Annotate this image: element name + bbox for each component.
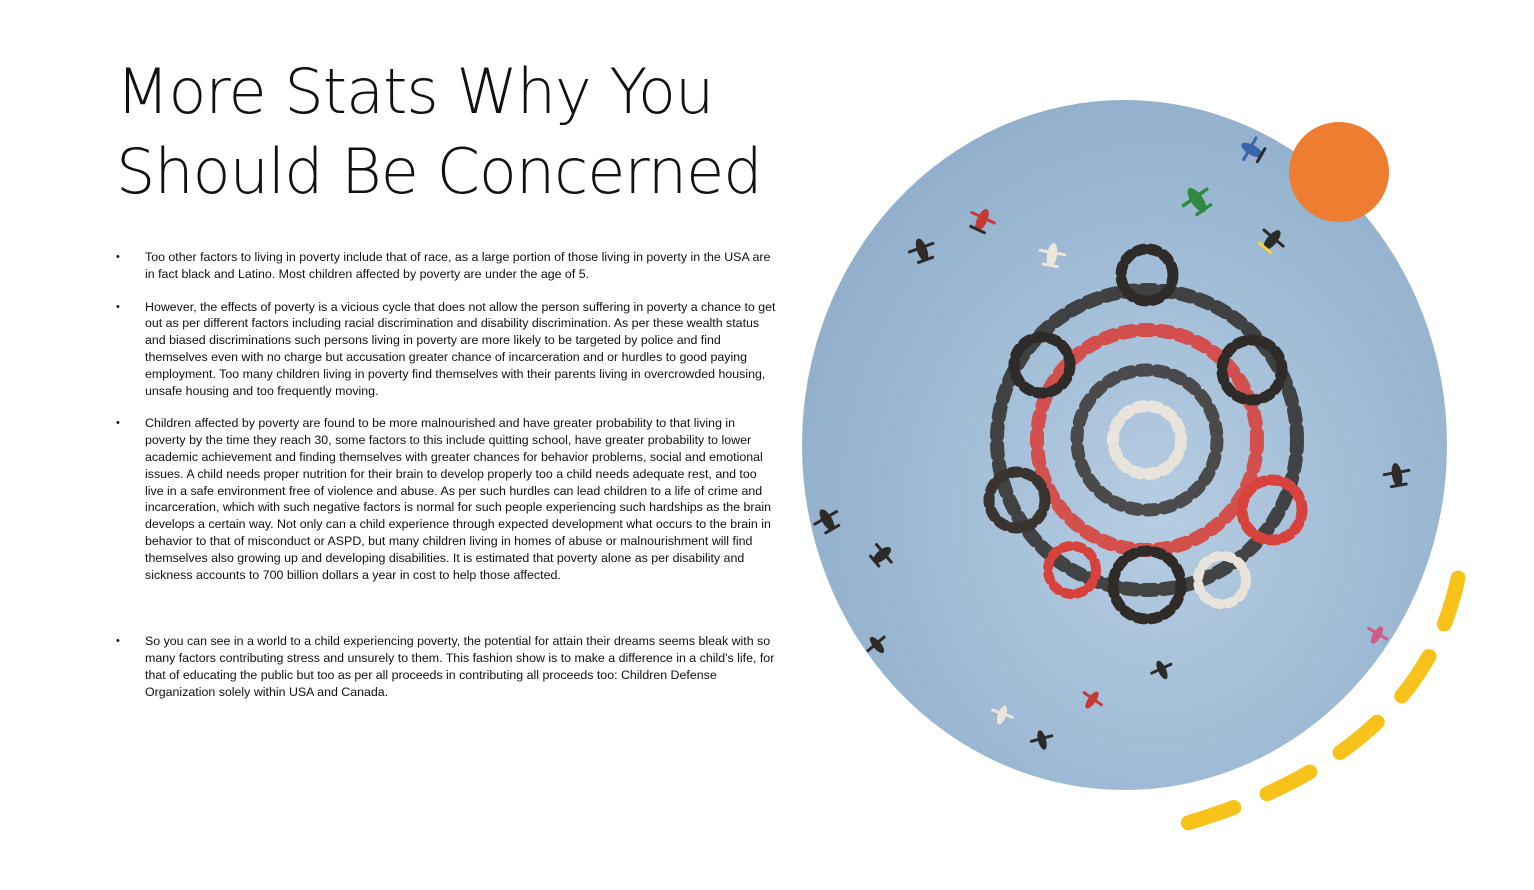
bullet-text: Too other factors to living in poverty include that of race, as a large portion of those living in poverty in the USA are in fact black and Latino. Most children affected by poverty are under the age of 5. <box>145 250 771 281</box>
bullet-item <box>116 415 776 583</box>
bullet-dot-icon: • <box>116 251 120 263</box>
bullet-list <box>116 249 776 701</box>
slide-title-line-2: Should Be Concerned <box>116 135 762 208</box>
slide-title <box>116 52 816 212</box>
bullet-dot-icon: • <box>116 635 120 648</box>
bullet-text: Children affected by poverty are found to be more malnourished and have greater probability to that living in poverty by the time they reach 30, some factors to this include quitting school, have greater probability to lower academic achievement and finding themselves with greater chances for behavior problems, social and emotional issues. A child needs proper nutrition for their brain to develop properly too a child needs adequate rest, and too live in a safe environment free of violence and abuse. As per such hurdles can lead children to a life of crime and incarceration, which with such negative factors is normal for such people experiencing such hardships as the brain develops a certain way. Not only can a child experience through expected development what occurs to the brain in behavior to that of misconduct or ASPD, but many children living in homes of abuse or malnourishment will find themselves also growing up and developing disabilities. It is estimated that poverty alone as per disability and sickness accounts to 700 billion dollars a year in cost to help those affected. <box>145 416 772 582</box>
bullet-dot-icon: • <box>116 417 120 430</box>
bullet-text: So you can see in a world to a child experiencing poverty, the potential for attain their dreams seems bleak with so many factors contributing stress and unsurely to them. This fashion show is to make a difference in a child's life, for that of educating the public but too as per all proceeds in contributing all proceeds too: Children Defense Organization solely within USA and Canada. <box>145 634 775 699</box>
slide-title-line-1: More Stats Why You <box>116 55 714 128</box>
orange-accent-circle <box>1289 122 1389 222</box>
bullet-item <box>116 249 776 283</box>
bullet-item <box>116 633 776 700</box>
bullet-dot-icon: • <box>116 300 120 313</box>
bullet-item <box>116 299 776 400</box>
bullet-text: However, the effects of poverty is a vicious cycle that does not allow the person suffering in poverty a chance to get out as per different factors including racial discrimination and disability discrimination. As per these wealth status and biased discriminations such persons living in poverty are more likely to be targeted by police and find themselves even with no charge but accusation greater chance of incarceration and or hurdles to good paying employment. Too many children living in poverty find themselves with their parents living in overcrowded housing, unsafe housing and too frequently moving. <box>145 299 776 398</box>
